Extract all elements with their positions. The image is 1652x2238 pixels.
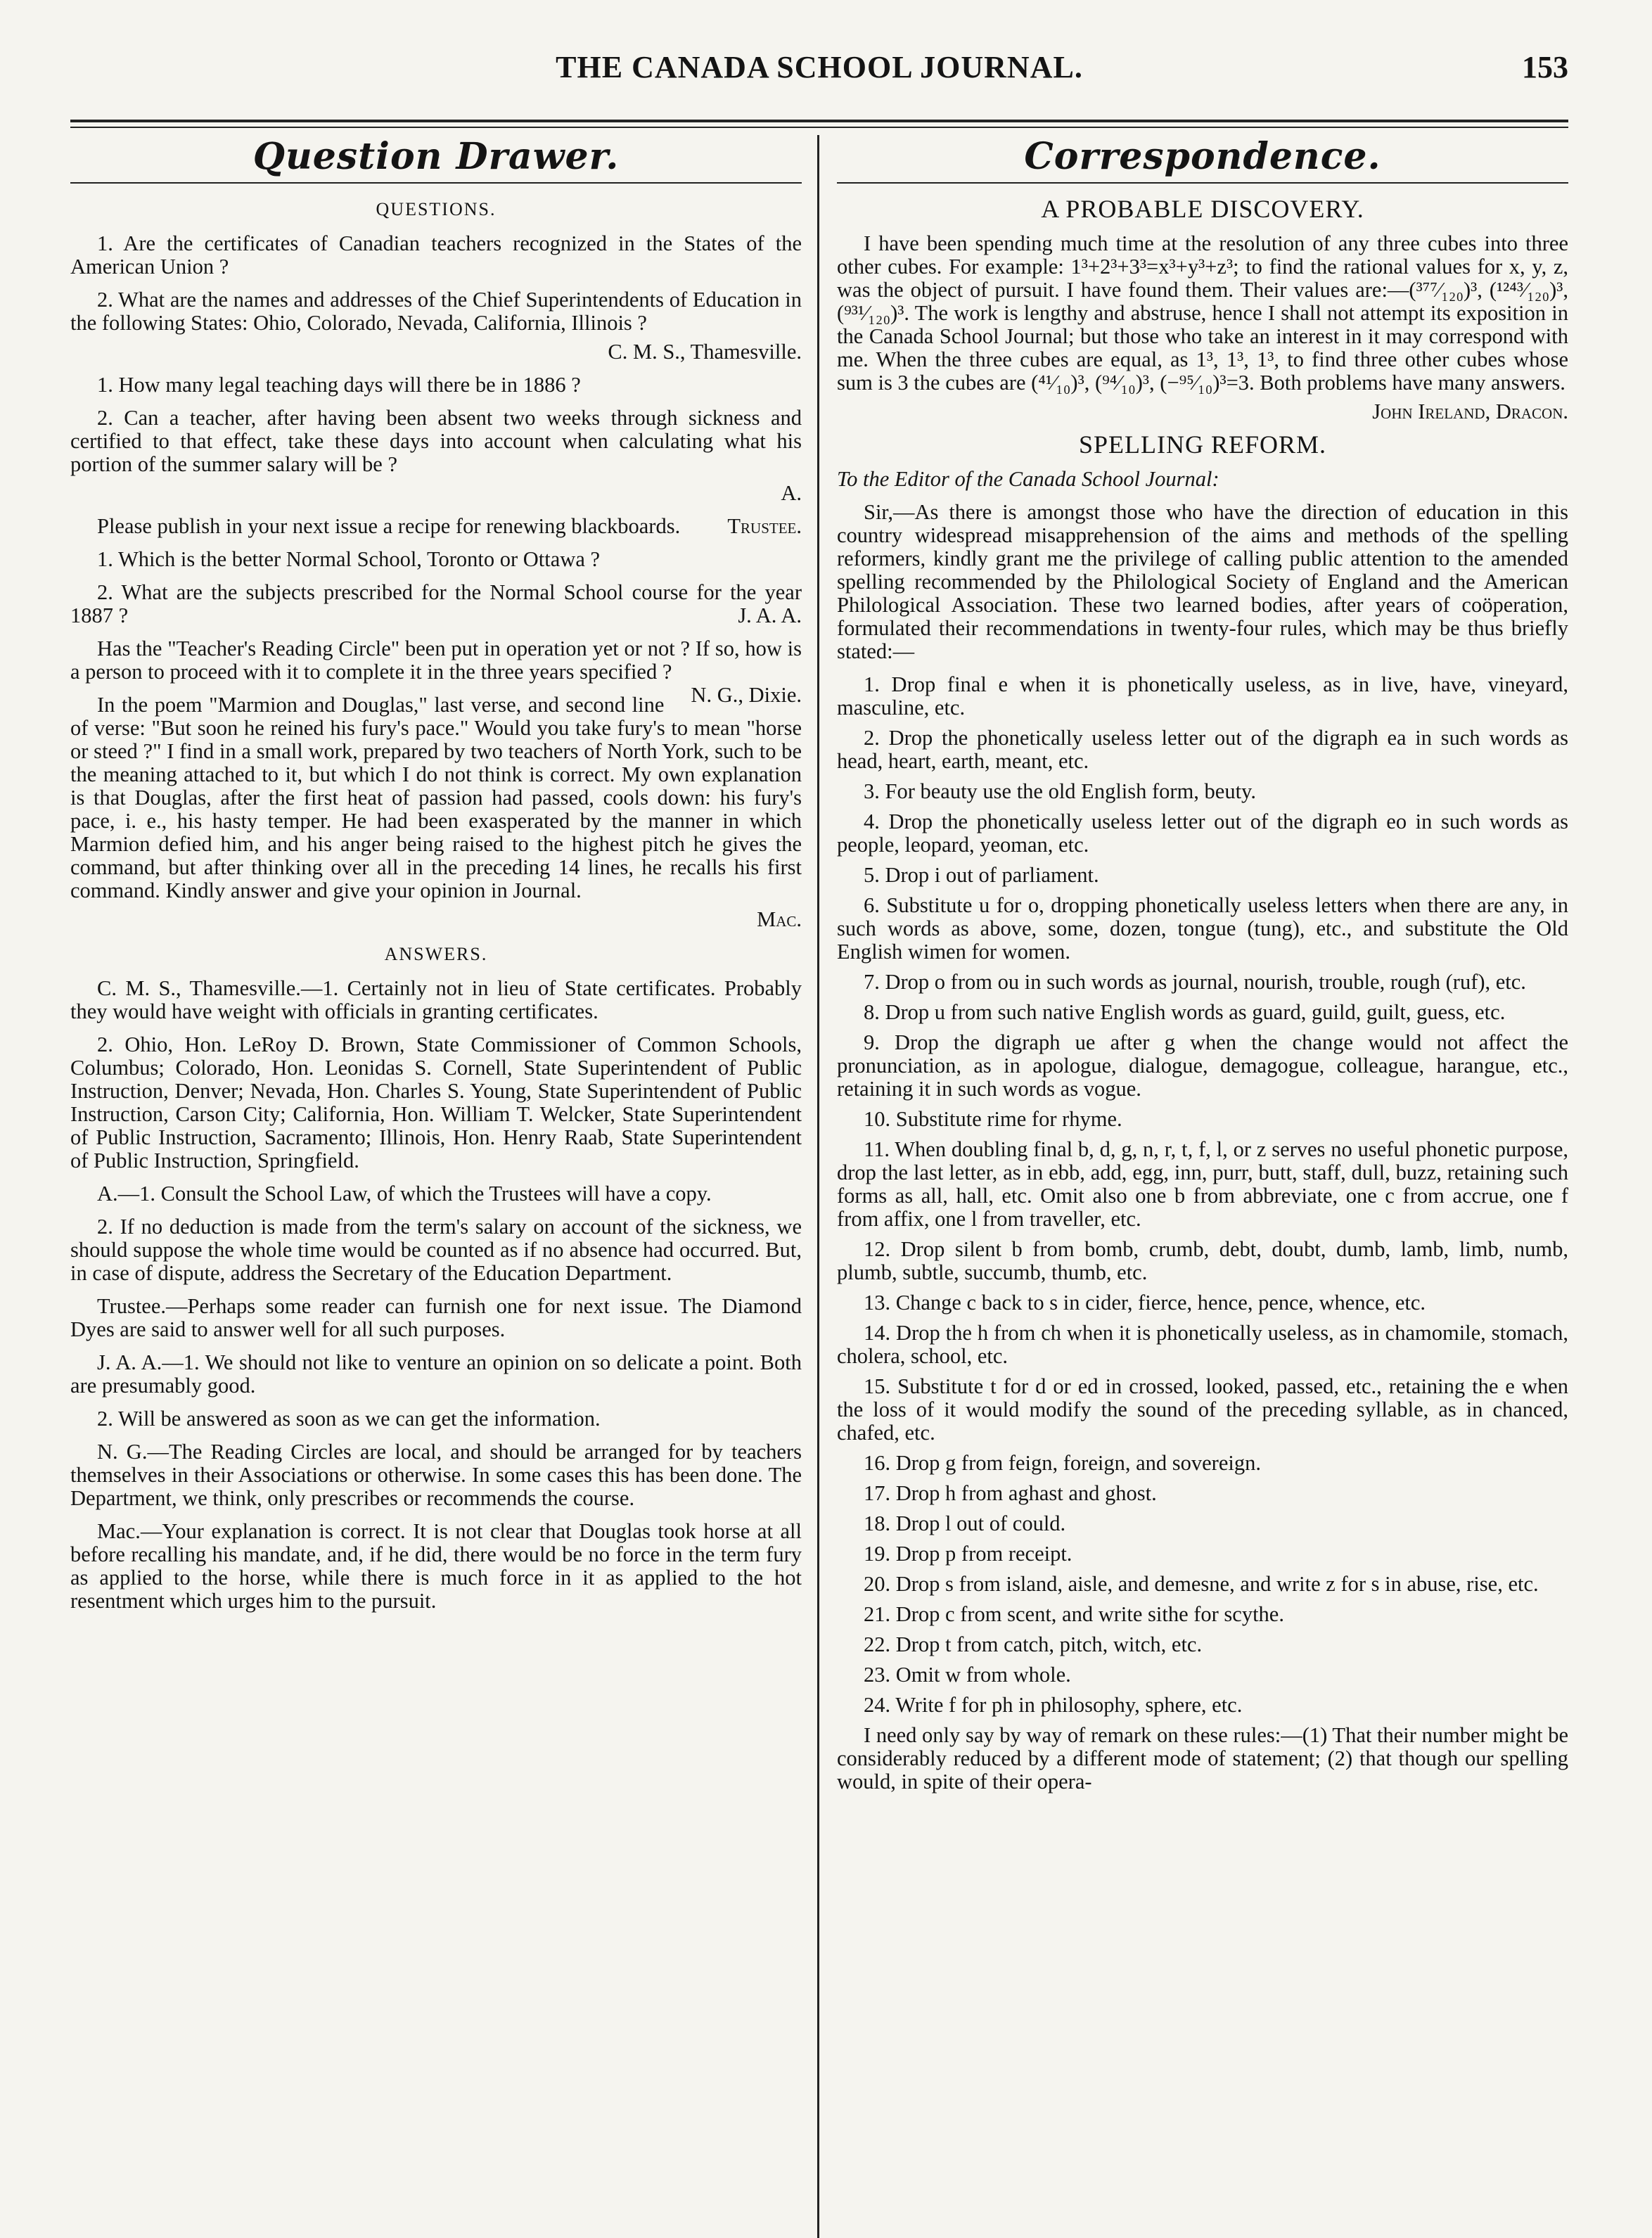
- rule-item: 15. Substitute t for d or ed in crossed, looked, passed, etc., retaining the e when the loss of it would modify the sound of the preceding syllable, as in chanced, chafed, etc.: [837, 1374, 1568, 1445]
- page-header: [70, 49, 1568, 105]
- rule-item: 16. Drop g from feign, foreign, and sovereign.: [864, 1451, 1261, 1475]
- question-text: 2. What are the subjects prescribed for the Normal School course for the year 1887 ?: [70, 580, 802, 627]
- rule-item: 23. Omit w from whole.: [864, 1663, 1071, 1687]
- rule-item: 12. Drop silent b from bomb, crumb, debt, doubt, dumb, lamb, limb, numb, plumb, subtle, succumb, thumb, etc.: [837, 1237, 1568, 1284]
- rule-item: 21. Drop c from scent, and write sithe for scythe.: [864, 1602, 1284, 1626]
- answer: 2. Will be answered as soon as we can get the information.: [97, 1407, 601, 1431]
- rule-item: 6. Substitute u for o, dropping phonetically useless letters when there are any, in such words as above, some, dozen, tongue (tung), etc., and substitute the Old English wimen for women.: [837, 893, 1568, 964]
- signature: J. A. A.: [738, 603, 802, 627]
- question: 1. How many legal teaching days will there be in 1886 ?: [97, 373, 581, 397]
- signature: John Ireland, Dracon.: [1372, 399, 1568, 423]
- rule-item: 4. Drop the phonetically useless letter out of the digraph eo in such words as people, leopard, yeoman, etc.: [837, 810, 1568, 857]
- two-columns: [70, 135, 1568, 1803]
- article-title: A PROBABLE DISCOVERY.: [1041, 195, 1364, 223]
- salutation: To the Editor of the Canada School Journal:: [837, 467, 1219, 491]
- page-number: 153: [1522, 50, 1568, 84]
- rule-item: 20. Drop s from island, aisle, and demesne, and write z for s in abuse, rise, etc.: [864, 1572, 1539, 1596]
- rule-item: 22. Drop t from catch, pitch, witch, etc.: [864, 1632, 1203, 1656]
- rule-item: 7. Drop o from ou in such words as journal, nourish, trouble, rough (ruf), etc.: [864, 970, 1526, 994]
- rule-item: 5. Drop i out of parliament.: [864, 863, 1099, 887]
- answer: N. G.—The Reading Circles are local, and should be arranged for by teachers themselves in their Associations or otherwise. In some cases this has been done. The Department, we think, only prescribes or recommends the course.: [70, 1440, 802, 1510]
- question: In the poem "Marmion and Douglas," last verse, and second line of verse: "But soon he reined his fury's pace." Would you take fury's to mean "horse or steed ?" I find in a small work, prepared by two teachers of North York, such to be the meaning attached to it, but which I do not think is correct. My own explanation is that Douglas, after the first heat of passion had passed, cools down: his fury's pace, i. e., his hasty temper. He had been exasperated by the manner in which Marmion defied him, and his anger being raised to the highest pitch he gives the command, but after thinking over all in the preceding 14 lines, he recalls his first command. Kindly answer and give your opinion in Journal.: [70, 693, 802, 902]
- answer: C. M. S., Thamesville.—1. Certainly not in lieu of State certificates. Probably they would have weight with officials in granting certificates.: [70, 976, 802, 1023]
- answers-label: ANSWERS.: [384, 944, 488, 964]
- section-rule: [70, 182, 802, 184]
- question-drawer-column: [70, 135, 819, 1803]
- rule-item: 13. Change c back to s in cider, fierce, hence, pence, whence, etc.: [864, 1291, 1426, 1315]
- journal-title: THE CANADA SCHOOL JOURNAL.: [556, 50, 1083, 84]
- signature: Mac.: [757, 907, 802, 931]
- answer: A.—1. Consult the School Law, of which the Trustees will have a copy.: [97, 1182, 712, 1206]
- rule-item: 11. When doubling final b, d, g, n, r, t, f, l, or z serves no useful phonetic purpose, drop the last letter, as in ebb, add, egg, inn, purr, butt, staff, dull, buzz, retaining such forms as all, hall, etc. Omit also one b from abbreviate, one c from accrue, one f from affix, one l from traveller, etc.: [837, 1137, 1568, 1231]
- signature: C. M. S., Thamesville.: [608, 340, 802, 364]
- rule-item: 9. Drop the digraph ue after g when the change would not affect the pronunciation, as in apologue, dialogue, demagogue, colleague, harangue, etc., retaining it in such words as vogue.: [837, 1030, 1568, 1101]
- rules-list: [837, 673, 1568, 1717]
- answer: J. A. A.—1. We should not like to venture an opinion on so delicate a point. Both are presumably good.: [70, 1350, 802, 1398]
- question: 1. Are the certificates of Canadian teachers recognized in the States of the American Union ?: [70, 231, 802, 279]
- correspondence-heading: Correspondence.: [1024, 135, 1381, 178]
- column-divider: [817, 135, 819, 2238]
- question: 2. What are the names and addresses of the Chief Superintendents of Education in the following States: Ohio, Colorado, Nevada, California, Illinois ?: [70, 288, 802, 335]
- rule-item: 24. Write f for ph in philosophy, sphere, etc.: [864, 1693, 1243, 1717]
- signature: A.: [781, 481, 802, 505]
- rule-item: 2. Drop the phonetically useless letter out of the digraph ea in such words as head, heart, earth, meant, etc.: [837, 726, 1568, 773]
- letter-closing: I need only say by way of remark on these rules:—(1) That their number might be considerably reduced by a different mode of statement; (2) that though our spelling would, in spite of their opera-: [837, 1723, 1568, 1793]
- signature: Trustee.: [727, 514, 802, 538]
- answer: 2. Ohio, Hon. LeRoy D. Brown, State Commissioner of Common Schools, Columbus; Colorado, Hon. Leonidas S. Cornell, State Superintendent of Public Instruction, Denver; Nevada, Hon. Charles S. Young, State Superintendent of Public Instruction, Carson City; California, Hon. William T. Welcker, State Superintendent of Public Instruction, Sacramento; Illinois, Hon. Henry Raab, State Superintendent of Public Instruction, Springfield.: [70, 1032, 802, 1172]
- journal-page: [70, 49, 1568, 1803]
- question-drawer-heading: Question Drawer.: [252, 135, 620, 178]
- question: 2. Can a teacher, after having been absent two weeks through sickness and certified to that effect, take these days into account when calculating what his portion of the summer salary will be ?: [70, 406, 802, 476]
- answer: 2. If no deduction is made from the term's salary on account of the sickness, we should suppose the whole time would be counted as if no absence had occurred. But, in case of dispute, address the Secretary of the Education Department.: [70, 1215, 802, 1285]
- question: [70, 637, 802, 707]
- question-text: Please publish in your next issue a recipe for renewing blackboards.: [97, 514, 681, 538]
- questions-label: QUESTIONS.: [376, 199, 497, 219]
- rule-item: 3. For beauty use the old English form, beuty.: [864, 779, 1256, 803]
- article-body: I have been spending much time at the resolution of any three cubes into three other cubes. For example: 1³+2³+3³=x³+y³+z³; to find the rational values for x, y, z, was the object of pursuit. I have found them. Their values are:—(³⁷⁷⁄₁₂₀)³, (¹²⁴³⁄₁₂₀)³, (⁹³¹⁄₁₂₀)³. The work is lengthy and abstruse, hence I shall not attempt its exposition in the Canada School Journal; but those who take an interest in it may correspond with me. When the three cubes are equal, as 1³, 1³, 1³, to find three other cubes whose sum is 3 the cubes are (⁴¹⁄₁₀)³, (⁹⁴⁄₁₀)³, (−⁹⁵⁄₁₀)³=3. Both problems have many answers.: [837, 231, 1568, 395]
- rule-item: 10. Substitute rime for rhyme.: [864, 1107, 1122, 1131]
- article-title: SPELLING REFORM.: [1078, 430, 1327, 459]
- answer: Trustee.—Perhaps some reader can furnish one for next issue. The Diamond Dyes are said to answer well for all such purposes.: [70, 1294, 802, 1341]
- question: [70, 515, 802, 538]
- rule-item: 8. Drop u from such native English words as guard, guild, guilt, guess, etc.: [864, 1000, 1506, 1024]
- rule-item: 1. Drop final e when it is phonetically useless, as in live, have, vineyard, masculine, etc.: [837, 672, 1568, 720]
- correspondence-column: [819, 135, 1568, 1803]
- answer: Mac.—Your explanation is correct. It is not clear that Douglas took horse at all before recalling his mandate, and, if he did, there would be no force in the term fury as applied to the horse, while there is much force in it as applied to the hot resentment which urges him to the pursuit.: [70, 1519, 802, 1613]
- letter-intro: Sir,—As there is amongst those who have the direction of education in this country widespread misapprehension of the aims and methods of the spelling reformers, kindly grant me the privilege of calling public attention to the amended spelling recommended by the Philological Society of England and the American Philological Association. These two learned bodies, after years of coöperation, formulated their recommendations in twenty-four rules, which may be thus briefly stated:—: [837, 500, 1568, 663]
- question-text: Has the "Teacher's Reading Circle" been put in operation yet or not ? If so, how is a person to proceed with it to complete it in the three years specified ?: [70, 637, 802, 684]
- section-rule: [837, 182, 1568, 184]
- rule-item: 17. Drop h from aghast and ghost.: [864, 1481, 1157, 1505]
- question: [70, 581, 802, 627]
- rule-item: 18. Drop l out of could.: [864, 1511, 1066, 1535]
- question: 1. Which is the better Normal School, Toronto or Ottawa ?: [97, 547, 601, 571]
- rule-item: 14. Drop the h from ch when it is phonetically useless, as in chamomile, stomach, cholera, school, etc.: [837, 1321, 1568, 1368]
- rule-item: 19. Drop p from receipt.: [864, 1542, 1072, 1566]
- header-rule: [70, 120, 1568, 128]
- signature: N. G., Dixie.: [691, 683, 802, 707]
